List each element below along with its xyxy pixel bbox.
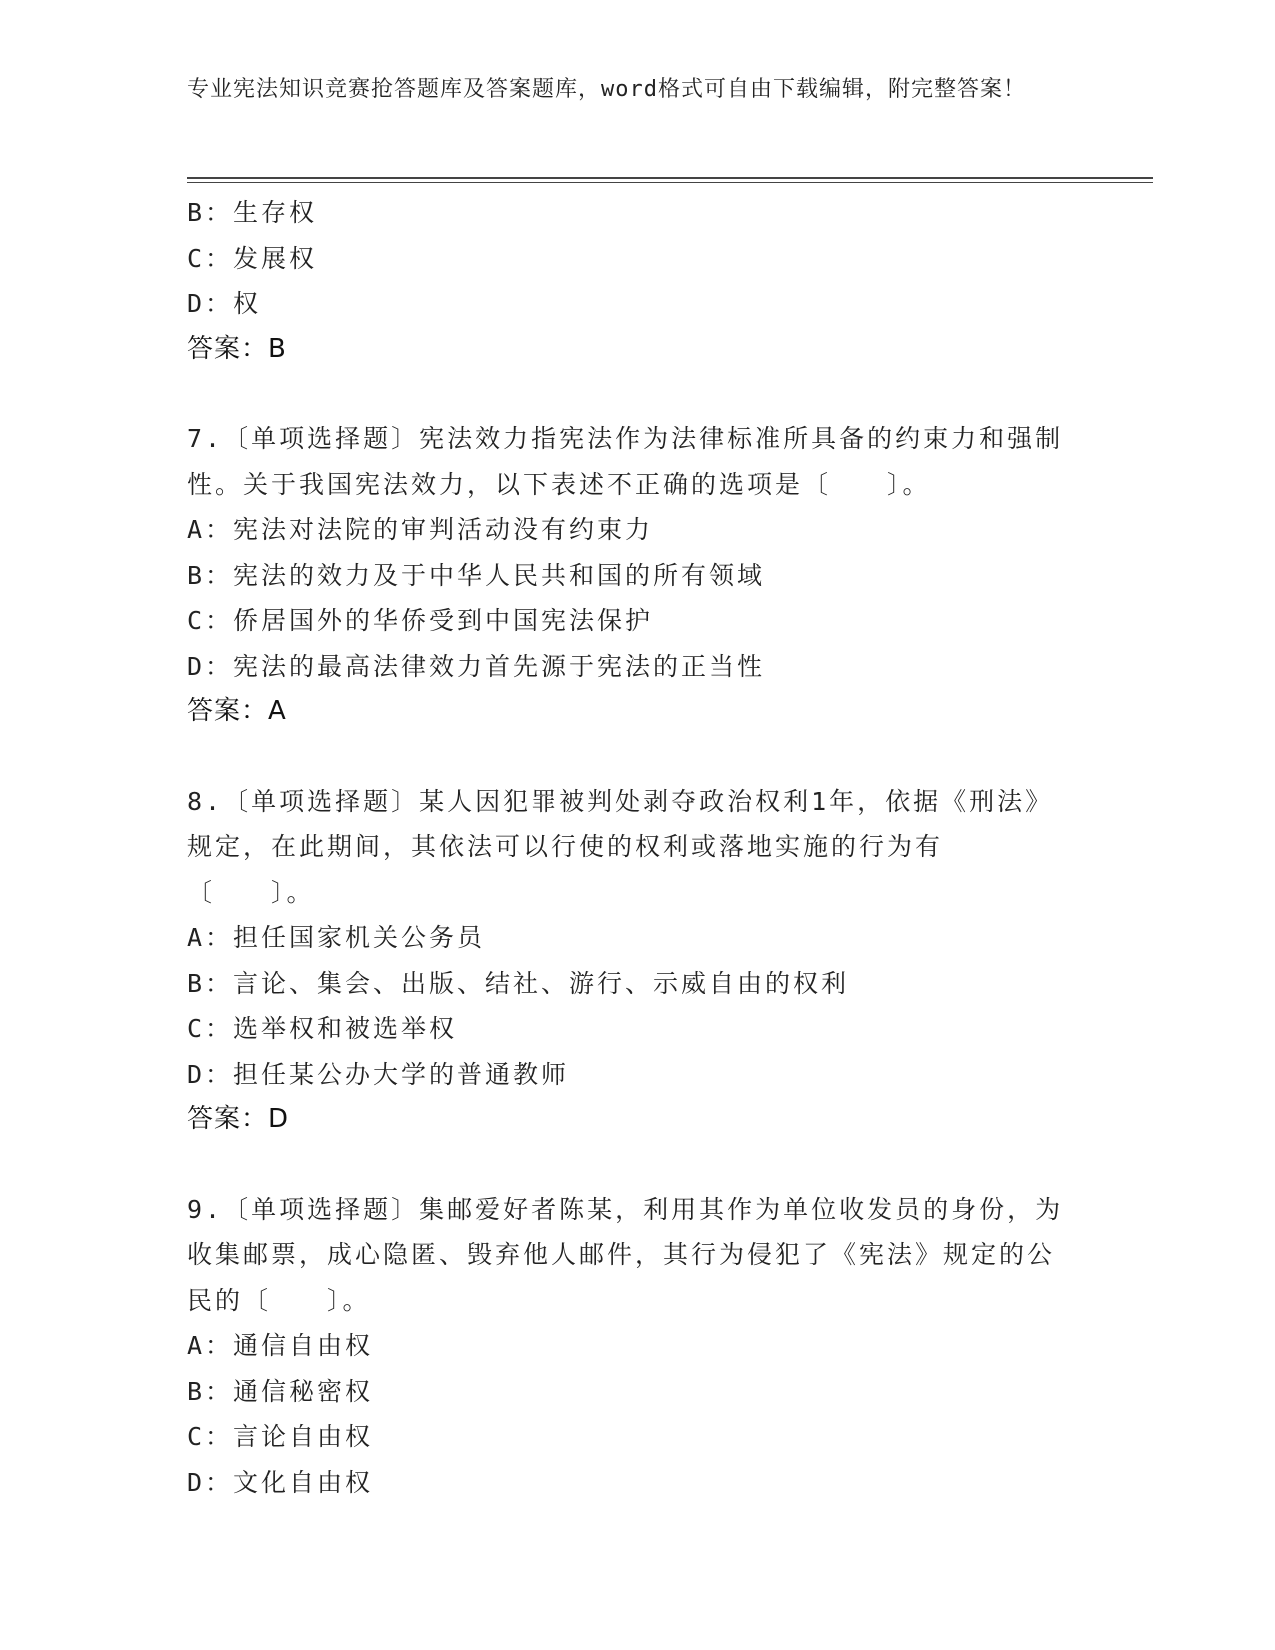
- document-body: [187, 190, 1067, 1505]
- header-rule: [187, 177, 1153, 179]
- option-b: B：言论、集会、出版、结社、游行、示威自由的权利: [187, 968, 850, 998]
- answer-label: 答案：B: [187, 333, 287, 364]
- option-b: B：生存权: [187, 198, 318, 227]
- option-a: A：通信自由权: [187, 1331, 374, 1360]
- option-d: D：文化自由权: [187, 1467, 374, 1497]
- option-d: D：宪法的最高法律效力首先源于宪法的正当性: [187, 651, 766, 681]
- option-b: B：宪法的效力及于中华人民共和国的所有领域: [187, 560, 766, 590]
- question-9: [187, 1187, 1067, 1506]
- option-c: C：选举权和被选举权: [187, 1014, 458, 1043]
- answer-label: 答案：D: [187, 1104, 290, 1134]
- question-stem: 7.〔单项选择题〕宪法效力指宪法作为法律标准所具备的约束力和强制性。关于我国宪法效力，以下表述不正确的选项是〔 〕。: [187, 424, 1064, 499]
- page-header-title: 专业宪法知识竞赛抢答题库及答案题库，word格式可自由下载编辑，附完整答案！: [187, 77, 1026, 102]
- option-d: D：权: [187, 289, 262, 318]
- option-c: C：侨居国外的华侨受到中国宪法保护: [187, 606, 654, 635]
- answer-label: 答案：A: [187, 696, 287, 726]
- option-b: B：通信秘密权: [187, 1376, 374, 1406]
- option-d: D：担任某公办大学的普通教师: [187, 1059, 570, 1089]
- header-rule-thin: [187, 182, 1153, 183]
- question-stem: 9.〔单项选择题〕集邮爱好者陈某，利用其作为单位收发员的身份，为收集邮票，成心隐匿、毁弃他人邮件，其行为侵犯了《宪法》规定的公民的〔 〕。: [187, 1194, 1064, 1315]
- question-6-tail: [187, 190, 1067, 372]
- question-7: [187, 416, 1067, 735]
- option-c: C：言论自由权: [187, 1422, 374, 1451]
- option-a: A：担任国家机关公务员: [187, 923, 486, 952]
- question-stem: 8.〔单项选择题〕某人因犯罪被判处剥夺政治权利1年，依据《刑法》规定，在此期间，其依法可以行使的权利或落地实施的行为有〔 〕。: [187, 786, 1054, 907]
- option-a: A：宪法对法院的审判活动没有约束力: [187, 515, 654, 544]
- option-c: C：发展权: [187, 243, 318, 273]
- question-8: [187, 779, 1067, 1143]
